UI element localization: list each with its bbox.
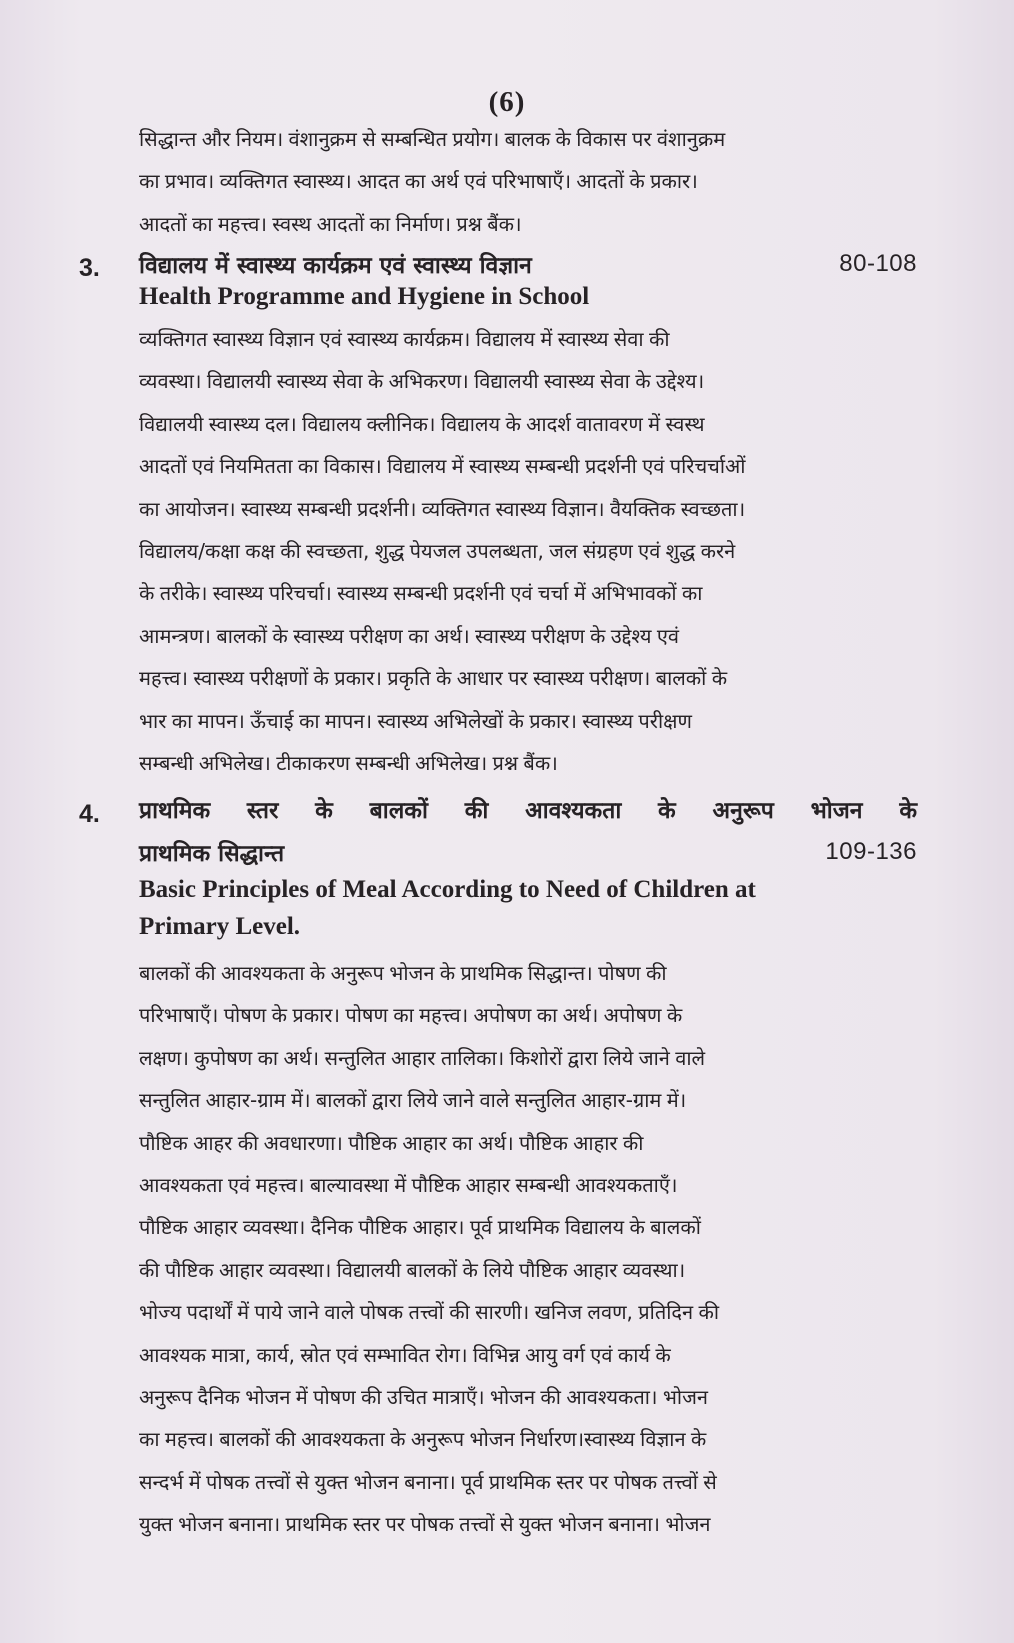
text-line: पौष्टिक आहर की अवधारणा। पौष्टिक आहार का अर्थ। पौष्टिक आहार की	[139, 1130, 644, 1155]
text-line: विद्यालय/कक्षा कक्ष की स्वच्छता, शुद्ध पेयजल उपलब्धता, जल संग्रहण एवं शुद्ध करने	[139, 539, 736, 564]
text-line: का महत्त्व। बालकों की आवश्यकता के अनुरूप भोजन निर्धारण।स्वास्थ्य विज्ञान के	[139, 1427, 707, 1452]
text-line: आदतों एवं नियमितता का विकास। विद्यालय में स्वास्थ्य सम्बन्धी प्रदर्शनी एवं परिचर्चाओं	[139, 454, 746, 479]
unit-title-hindi: विद्यालय में स्वास्थ्य कार्यक्रम एवं स्वास्थ्य विज्ञान	[139, 253, 532, 279]
text-line: सन्तुलित आहार-ग्राम में। बालकों द्वारा लिये जाने वाले सन्तुलित आहार-ग्राम में।	[139, 1088, 687, 1113]
unit-title-hindi-line-1: प्राथमिक स्तर के बालकों की आवश्यकता के अनुरूप भोजन के	[139, 798, 917, 824]
text-line: अनुरूप दैनिक भोजन में पोषण की उचित मात्राएँ। भोजन की आवश्यकता। भोजन	[139, 1385, 709, 1410]
text-line: पौष्टिक आहार व्यवस्था। दैनिक पौष्टिक आहार। पूर्व प्राथमिक विद्यालय के बालकों	[139, 1215, 701, 1240]
text-line: लक्षण। कुपोषण का अर्थ। सन्तुलित आहार तालिका। किशोरों द्वारा लिये जाने वाले	[139, 1045, 706, 1070]
unit-title-hindi-line-2: प्राथमिक सिद्धान्त	[139, 841, 285, 867]
text-line: परिभाषाएँ। पोषण के प्रकार। पोषण का महत्त्व। अपोषण का अर्थ। अपोषण के	[139, 1003, 683, 1028]
text-line: भार का मापन। ऊँचाई का मापन। स्वास्थ्य अभिलेखों के प्रकार। स्वास्थ्य परीक्षण	[139, 708, 692, 733]
text-line: आवश्यकता एवं महत्त्व। बाल्यावस्था में पौष्टिक आहार सम्बन्धी आवश्यकताएँ।	[139, 1173, 678, 1198]
text-line: महत्त्व। स्वास्थ्य परीक्षणों के प्रकार। प्रकृति के आधार पर स्वास्थ्य परीक्षण। बालकों के	[139, 666, 728, 691]
text-line: भोज्य पदार्थों में पाये जाने वाले पोषक तत्त्वों की सारणी। खनिज लवण, प्रतिदिन की	[139, 1300, 720, 1325]
text-line: विद्यालयी स्वास्थ्य दल। विद्यालय क्लीनिक। विद्यालय के आदर्श वातावरण में स्वस्थ	[139, 411, 705, 436]
text-line: का आयोजन। स्वास्थ्य सम्बन्धी प्रदर्शनी। व्यक्तिगत स्वास्थ्य विज्ञान। वैयक्तिक स्वच्छता।	[139, 496, 746, 521]
text-line: सन्दर्भ में पोषक तत्त्वों से युक्त भोजन बनाना। पूर्व प्राथमिक स्तर पर पोषक तत्त्वों से	[139, 1469, 717, 1494]
unit-4-paragraph	[139, 952, 917, 1546]
unit-title-english: Health Programme and Hygiene in School	[139, 283, 590, 310]
text-line: की पौष्टिक आहार व्यवस्था। विद्यालयी बालकों के लिये पौष्टिक आहार व्यवस्था।	[139, 1257, 686, 1282]
unit-page-range: 109-136	[825, 838, 917, 865]
text-line: आवश्यक मात्रा, कार्य, स्रोत एवं सम्भावित रोग। विभिन्न आयु वर्ग एवं कार्य के	[139, 1342, 671, 1367]
unit-number: 3.	[79, 254, 100, 282]
text-line: बालकों की आवश्यकता के अनुरूप भोजन के प्राथमिक सिद्धान्त। पोषण की	[139, 961, 667, 985]
unit-3-paragraph	[139, 318, 917, 784]
unit-title-english-line-2: Primary Level.	[139, 913, 301, 940]
text-line: व्यक्तिगत स्वास्थ्य विज्ञान एवं स्वास्थ्य कार्यक्रम। विद्यालय में स्वास्थ्य सेवा की	[139, 327, 670, 351]
unit-number: 4.	[79, 800, 100, 828]
text-line: युक्त भोजन बनाना। प्राथमिक स्तर पर पोषक तत्त्वों से युक्त भोजन बनाना। भोजन	[139, 1512, 711, 1537]
unit-page-range: 80-108	[839, 250, 917, 277]
text-line: आदतों का महत्त्व। स्वस्थ आदतों का निर्माण। प्रश्न बैंक।	[139, 211, 522, 236]
text-line: सिद्धान्त और नियम। वंशानुक्रम से सम्बन्धित प्रयोग। बालक के विकास पर वंशानुक्रम	[139, 127, 726, 151]
text-line: सम्बन्धी अभिलेख। टीकाकरण सम्बन्धी अभिलेख। प्रश्न बैंक।	[139, 751, 558, 776]
text-line: आमन्त्रण। बालकों के स्वास्थ्य परीक्षण का अर्थ। स्वास्थ्य परीक्षण के उद्देश्य एवं	[139, 623, 680, 648]
page-number: (6)	[488, 86, 526, 118]
text-line: का प्रभाव। व्यक्तिगत स्वास्थ्य। आदत का अर्थ एवं परिभाषाएँ। आदतों के प्रकार।	[139, 169, 698, 194]
unit-title-english-line-1: Basic Principles of Meal According to Need of Children at	[139, 876, 756, 903]
text-line: के तरीके। स्वास्थ्य परिचर्चा। स्वास्थ्य सम्बन्धी प्रदर्शनी एवं चर्चा में अभिभावकों का	[139, 581, 703, 606]
text-line: व्यवस्था। विद्यालयी स्वास्थ्य सेवा के अभिकरण। विद्यालयी स्वास्थ्य सेवा के उद्देश्य।	[139, 369, 705, 394]
intro-paragraph	[139, 118, 917, 245]
